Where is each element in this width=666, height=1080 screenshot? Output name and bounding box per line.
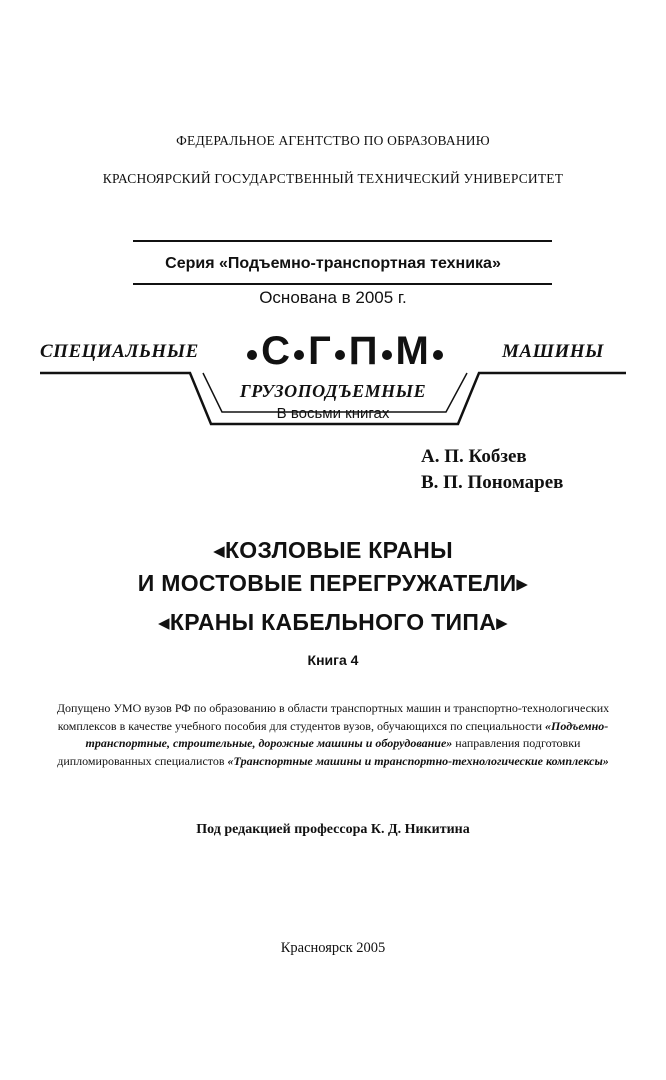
approval-part-2: направления подготовки дипломированных специалистов — [57, 736, 581, 768]
approval-specialty: «Подъемно-транспортные, строительные, дорожные машины и оборудование» — [85, 718, 609, 750]
series-founded: Основана в 2005 г. — [259, 288, 407, 307]
book-number: Книга 4 — [307, 652, 359, 668]
university-name: КРАСНОЯРСКИЙ ГОСУДАРСТВЕННЫЙ ТЕХНИЧЕСКИЙ УНИВЕРСИТЕТ — [102, 171, 564, 186]
monogram-dot — [335, 350, 345, 360]
monogram-dot — [247, 350, 257, 360]
monogram-letter-p: П — [348, 329, 378, 373]
monogram-letter-m: М — [395, 329, 429, 373]
author-2: В. П. Пономарев — [421, 472, 564, 493]
emblem-subtitle: ГРУЗОПОДЪЕМНЫЕ — [239, 381, 427, 401]
author-1: А. П. Кобзев — [421, 446, 527, 467]
series-name: Серия «Подъемно-транспортная техника» — [165, 255, 501, 272]
city-year: Красноярск 2005 — [280, 940, 386, 956]
agency-name: ФЕДЕРАЛЬНОЕ АГЕНТСТВО ПО ОБРАЗОВАНИЮ — [176, 133, 490, 148]
emblem-right-word: МАШИНЫ — [502, 341, 604, 362]
title-line-2: И МОСТОВЫЕ ПЕРЕГРУЖАТЕЛИ▸ — [137, 570, 529, 596]
editor-line: Под редакцией профессора К. Д. Никитина — [196, 822, 470, 837]
title-line-1: ◂КОЗЛОВЫЕ КРАНЫ — [213, 537, 453, 563]
approval-part-1: Допущено УМО вузов РФ по образованию в области транспортных машин и транспортно-технологических комплексов в качестве учебного пособия для студентов вузов, обучающихся по специальности — [56, 701, 610, 733]
monogram-dot — [294, 350, 304, 360]
approval-direction: «Транспортные машины и транспортно-технологические комплексы» — [227, 753, 609, 768]
emblem-monogram — [200, 321, 490, 381]
monogram-letter-g: Г — [308, 329, 331, 373]
approval-text — [40, 700, 626, 770]
monogram-dot — [382, 350, 392, 360]
monogram-letter-s: С — [261, 329, 291, 373]
emblem-left-word: СПЕЦИАЛЬНЫЕ — [40, 341, 199, 362]
emblem-books-note: В восьми книгах — [276, 405, 390, 422]
title-line-3: ◂КРАНЫ КАБЕЛЬНОГО ТИПА▸ — [158, 609, 508, 635]
monogram-dot — [433, 350, 443, 360]
